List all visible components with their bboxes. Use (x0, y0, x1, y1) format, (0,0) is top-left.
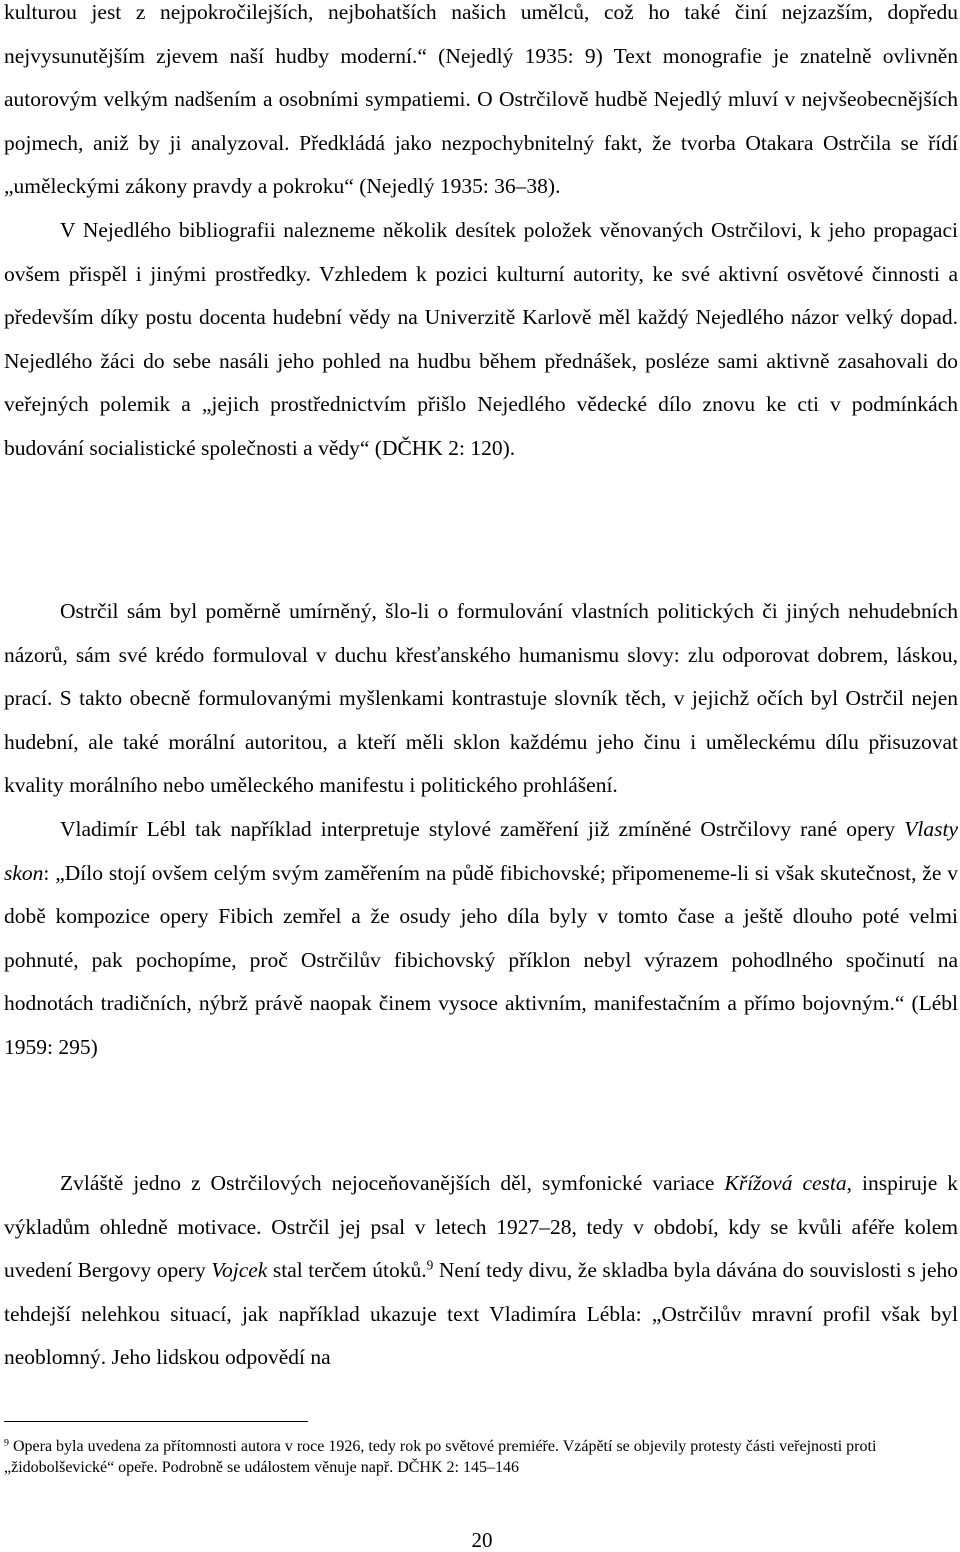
opera-title-italic: Vojcek (211, 1258, 268, 1283)
footnote-number: 9 (4, 1437, 9, 1449)
text-run: , inspiruje k výkladům ohledně motivace. Ostrčil jej psal v letech 1927–28, tedy v období, kdy se kvůli aféře kolem uvedení Bergovy opery (4, 1171, 958, 1283)
footnote-separator (4, 1421, 308, 1422)
footnote-text: Opera byla uvedena za přítomnosti autora v roce 1926, tedy rok po světové premiéře. Vzápětí se objevily protesty části veřejnosti proti „židobolševické“ opeře. Podrobně se událostem věnuje např. DČHK 2: 145–146 (4, 1438, 877, 1476)
text-run: Není tedy divu, že skladba byla dávána do souvislosti s jeho tehdejší nelehkou situací, jak například ukazuje text Vladimíra Lébla: „Ostrčilův mravní profil však byl neoblomný. Jeho lidskou odpovědí na (4, 1258, 958, 1370)
text-run: stal terčem útoků. (267, 1258, 427, 1283)
footnote (4, 1436, 958, 1478)
body-paragraph: Ostrčil sám byl poměrně umírněný, šlo-li o formulování vlastních politických či jiných nehudebních názorů, sám své krédo formuloval v duchu křesťanského humanismu slovy: zlu odporovat dobrem, láskou, prací. S takto obecně formulovanými myšlenkami kontrastuje slovník těch, v jejichž očích byl Ostrčil nejen hudební, ale také morální autoritou, a kteří měli sklon každému jeho činu i uměleckému dílu přisuzovat kvality morálního nebo uměleckého manifestu i politického prohlášení. (4, 599, 958, 798)
body-paragraph-with-quote (4, 808, 958, 1070)
footnote-reference[interactable]: 9 (426, 1257, 434, 1273)
text-run: Vladimír Lébl tak například interpretuje stylové zaměření již zmíněné Ostrčilovy rané opery (60, 816, 905, 841)
paragraph-block-3 (4, 1162, 958, 1380)
text-run: Zvláště jedno z Ostrčilových nejoceňovanějších děl, symfonické variace (60, 1171, 725, 1195)
body-paragraph-with-footnote (4, 1162, 958, 1380)
document-page (4, 0, 960, 1552)
text-run: : „Dílo stojí ovšem celým svým zaměřením na půdě fibichovské; připomeneme-li si však skutečnost, že v době kompozice opery Fibich zemřel a že osudy jeho díla byly v tomto čase a ještě dlouho poté velmi pohnuté, pak pochopíme, proč Ostrčilův fibichovský příklon nebyl výrazem pohodlného spočinutí na hodnotách tradičních, nýbrž právě naopak činem vysoce aktivním, manifestačním a přímo bojovným.“ (Lébl 1959: 295) (4, 860, 958, 1059)
opera-title-italic: Vlasty skon (4, 816, 958, 885)
body-paragraph: V Nejedlého bibliografii nalezneme několik desítek položek věnovaných Ostrčilovi, k jeho propagaci ovšem přispěl i jinými prostředky. Vzhledem k pozici kulturní autority, ke své aktivní osvětové činnosti a především díky postu docenta hudební vědy na Univerzitě Karlově měl každý Nejedlého názor velký dopad. Nejedlého žáci do sebe nasáli jeho pohled na hudbu během přednášek, posléze sami aktivně zasahovali do veřejných polemik a „jejich prostřednictvím přišlo Nejedlého vědecké dílo znovu ke cti v podmínkách budování socialistické společnosti a vědy“ (DČHK 2: 120). (4, 217, 958, 460)
paragraph-block-1 (4, 0, 958, 471)
paragraph-block-2 (4, 590, 958, 1070)
work-title-italic: Křížová cesta (724, 1171, 847, 1195)
body-paragraph: kulturou jest z nejpokročilejších, nejbohatších našich umělců, což ho také činí nejzazším, dopředu nejvysunutějším zjevem naší hudby moderní.“ (Nejedlý 1935: 9) Text monografie je znatelně ovlivněn autorovým velkým nadšením a osobními sympatiemi. O Ostrčilově hudbě Nejedlý mluví v nejvšeobecnějších pojmech, aniž by ji analyzoval. Předkládá jako nezpochybnitelný fakt, že tvorba Otakara Ostrčila se řídí „uměleckými zákony pravdy a pokroku“ (Nejedlý 1935: 36–38). (4, 0, 958, 199)
page-number: 20 (471, 1528, 493, 1552)
